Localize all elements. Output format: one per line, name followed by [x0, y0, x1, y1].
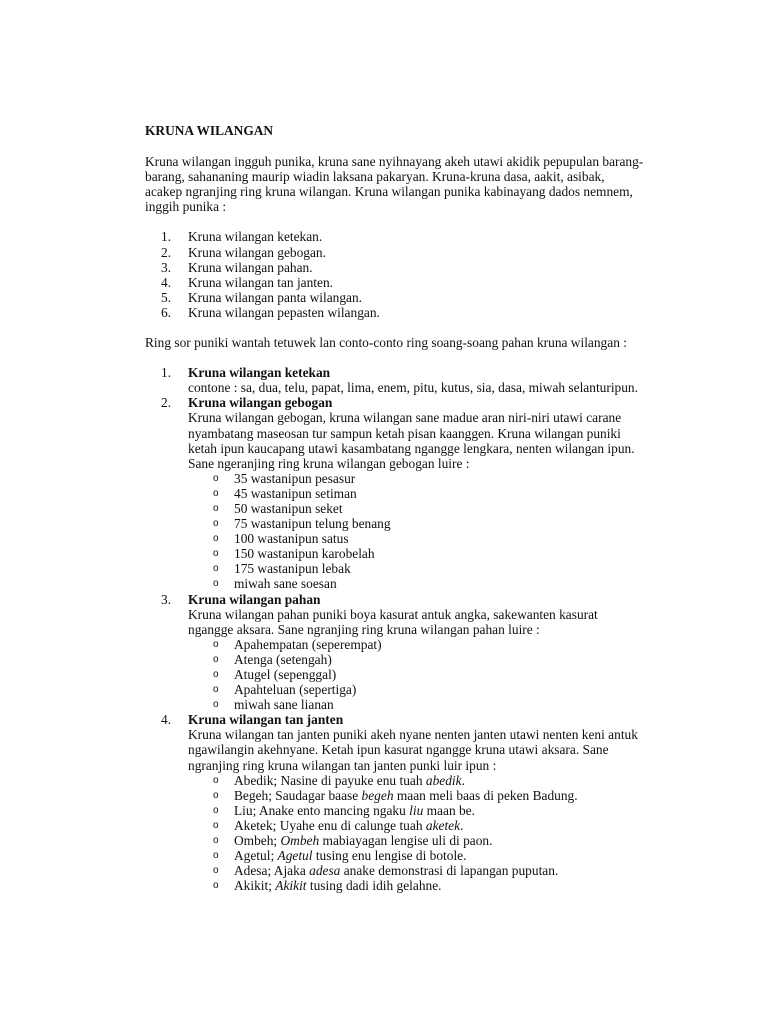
- bullet-item: [188, 501, 645, 516]
- list-item: [145, 305, 645, 320]
- bullet-item: [188, 682, 645, 697]
- bullet-marker: o: [213, 774, 219, 786]
- bullet-list: [188, 773, 645, 894]
- bullet-marker: o: [213, 638, 219, 650]
- section-number: 4.: [161, 712, 172, 728]
- list-item: [145, 245, 645, 260]
- bullet-marker: o: [213, 865, 219, 877]
- list-number: 2.: [161, 244, 172, 260]
- bullet-text: Apahempatan (seperempat): [234, 636, 382, 652]
- bullet-item: [188, 576, 645, 591]
- bullet-marker: o: [213, 487, 219, 499]
- bullet-text: miwah sane lianan: [234, 697, 334, 713]
- bullet-marker: o: [213, 502, 219, 514]
- example-emphasis: Ombeh: [280, 833, 320, 849]
- bullet-marker: o: [213, 578, 219, 590]
- ring-sor-paragraph: Ring sor puniki wantah tetuwek lan conto-conto ring soang-soang pahan kruna wilangan :: [145, 335, 627, 351]
- section-ketekan: [145, 365, 645, 395]
- bullet-item: [188, 773, 645, 788]
- example-emphasis: Agetul: [277, 848, 313, 864]
- bullet-marker: o: [213, 518, 219, 530]
- intro-paragraph: Kruna wilangan ingguh punika, kruna sane nyihnayang akeh utawi akidik pepupulan barang-barang, sahananing maurip wiadin laksana pakaryan. Kruna-kruna dasa, aakit, asibak, acakep ngranjing ring kruna wilangan. Kruna wilangan punika kabinayang dados nemnem, inggih punika :: [145, 154, 644, 215]
- bullet-marker: o: [213, 653, 219, 665]
- bullet-marker: o: [213, 850, 219, 862]
- bullet-item: [188, 878, 645, 893]
- example-text: .: [461, 772, 465, 788]
- bullet-text: 75 wastanipun telung benang: [234, 516, 391, 532]
- bullet-marker: o: [213, 789, 219, 801]
- list-item: [145, 229, 645, 244]
- bullet-item: [188, 561, 645, 576]
- list-item: [145, 260, 645, 275]
- example-text: Ombeh;: [234, 833, 281, 849]
- example-emphasis: adesa: [309, 863, 341, 879]
- example-text: Agetul;: [234, 848, 278, 864]
- section-number: 2.: [161, 395, 172, 411]
- bullet-item: [188, 863, 645, 878]
- bullet-item: [188, 486, 645, 501]
- bullet-marker: o: [213, 669, 219, 680]
- bullet-text: 50 wastanipun seket: [234, 500, 343, 516]
- example-text: maan be.: [423, 802, 475, 818]
- bullet-marker: o: [213, 699, 219, 711]
- list-number: 1.: [161, 229, 172, 245]
- bullet-marker: o: [213, 835, 219, 847]
- example-emphasis: abedik: [425, 772, 462, 788]
- bullet-text: Atenga (setengah): [234, 651, 332, 667]
- types-list: [145, 229, 645, 320]
- list-number: 5.: [161, 289, 172, 305]
- example-emphasis: begeh: [361, 787, 394, 803]
- bullet-text: Atugel (sepenggal): [234, 667, 337, 682]
- section-body: Kruna wilangan tan janten puniki akeh nyane nenten janten utawi nenten keni antuk ngawilangin akehnyane. Ketah ipun kasurat ngangge kruna utawi aksara. Sane ngranjing ring kruna wilangan tan janten punki luir ipun :: [188, 727, 638, 773]
- section-heading: Kruna wilangan ketekan: [188, 365, 331, 381]
- bullet-text: 100 wastanipun satus: [234, 531, 349, 547]
- section-pahan: [145, 592, 645, 713]
- section-number: 1.: [161, 365, 172, 381]
- bullet-item: [188, 531, 645, 546]
- sections-list: [145, 365, 645, 893]
- bullet-item: [188, 667, 645, 682]
- bullet-marker: o: [213, 804, 219, 816]
- bullet-text: Apahteluan (sepertiga): [234, 682, 357, 698]
- bullet-text: miwah sane soesan: [234, 576, 337, 592]
- bullet-text: 175 wastanipun lebak: [234, 561, 351, 577]
- document-title: KRUNA WILANGAN: [145, 123, 274, 138]
- section-body: contone : sa, dua, telu, papat, lima, enem, pitu, kutus, sia, dasa, miwah selanturipun.: [188, 380, 638, 396]
- example-text: Adesa; Ajaka: [234, 863, 310, 879]
- example-text: Aketek; Uyahe enu di calunge tuah: [234, 817, 426, 833]
- list-item-text: Kruna wilangan tan janten.: [188, 274, 334, 290]
- example-text: anake demonstrasi di lapangan puputan.: [340, 863, 559, 879]
- list-item-text: Kruna wilangan gebogan.: [188, 244, 326, 260]
- bullet-item: [188, 833, 645, 848]
- example-text: maan meli baas di peken Badung.: [393, 787, 578, 803]
- bullet-text: 45 wastanipun setiman: [234, 485, 357, 501]
- example-text: Begeh; Saudagar baase: [234, 787, 362, 803]
- example-emphasis: aketek: [425, 817, 461, 833]
- bullet-marker: o: [213, 472, 219, 484]
- bullet-text: 35 wastanipun pesasur: [234, 470, 356, 486]
- bullet-marker: o: [213, 563, 219, 575]
- list-item-text: Kruna wilangan pahan.: [188, 259, 313, 275]
- bullet-item: [188, 803, 645, 818]
- bullet-item: [188, 471, 645, 486]
- example-text: Liu; Anake ento mancing ngaku: [234, 802, 410, 818]
- example-text: mabiayagan lengise uli di paon.: [319, 833, 493, 849]
- list-item-text: Kruna wilangan panta wilangan.: [188, 289, 363, 305]
- section-body: Kruna wilangan gebogan, kruna wilangan sane madue aran niri-niri utawi carane nyambatang maseosan tur sampun ketah pisan kaanggen. Kruna wilangan puniki ketah ipun kaucapang utawi kasambatang ngangge lengkara, nenten wilangan ipun. Sane ngeranjing ring kruna wilangan gebogan luire :: [188, 410, 635, 471]
- list-item: [145, 290, 645, 305]
- list-number: 6.: [161, 304, 172, 320]
- example-emphasis: liu: [409, 802, 424, 818]
- bullet-item: [188, 848, 645, 863]
- bullet-item: [188, 818, 645, 833]
- list-number: 4.: [161, 274, 172, 290]
- bullet-marker: o: [213, 533, 219, 545]
- section-heading: Kruna wilangan tan janten: [188, 712, 344, 728]
- example-text: Abedik; Nasine di payuke enu tuah: [234, 772, 426, 788]
- bullet-item: [188, 788, 645, 803]
- bullet-marker: o: [213, 684, 219, 696]
- example-text: tusing dadi idih gelahne.: [306, 878, 442, 894]
- bullet-marker: o: [213, 880, 219, 892]
- section-heading: Kruna wilangan pahan: [188, 591, 321, 607]
- bullet-marker: o: [213, 548, 219, 560]
- bullet-item: [188, 697, 645, 712]
- bullet-marker: o: [213, 819, 219, 831]
- bullet-list: [188, 637, 645, 712]
- example-emphasis: Akikit: [275, 878, 307, 894]
- section-number: 3.: [161, 591, 172, 607]
- bullet-text: 150 wastanipun karobelah: [234, 546, 375, 562]
- bullet-item: [188, 516, 645, 531]
- list-number: 3.: [161, 259, 172, 275]
- example-text: Akikit;: [234, 878, 276, 894]
- list-item-text: Kruna wilangan pepasten wilangan.: [188, 304, 380, 320]
- example-text: .: [460, 817, 464, 833]
- section-gebogan: [145, 395, 645, 591]
- list-item-text: Kruna wilangan ketekan.: [188, 229, 323, 245]
- bullet-item: [188, 546, 645, 561]
- list-item: [145, 275, 645, 290]
- bullet-item: [188, 652, 645, 667]
- section-heading: Kruna wilangan gebogan: [188, 395, 333, 411]
- section-body: Kruna wilangan pahan puniki boya kasurat antuk angka, sakewanten kasurat ngangge aksara. Sane ngranjing ring kruna wilangan pahan luire :: [188, 606, 598, 637]
- document-page: [145, 123, 645, 893]
- example-text: tusing enu lengise di botole.: [312, 848, 467, 864]
- section-tan-janten: [145, 712, 645, 893]
- bullet-list: [188, 471, 645, 592]
- bullet-item: [188, 637, 645, 652]
